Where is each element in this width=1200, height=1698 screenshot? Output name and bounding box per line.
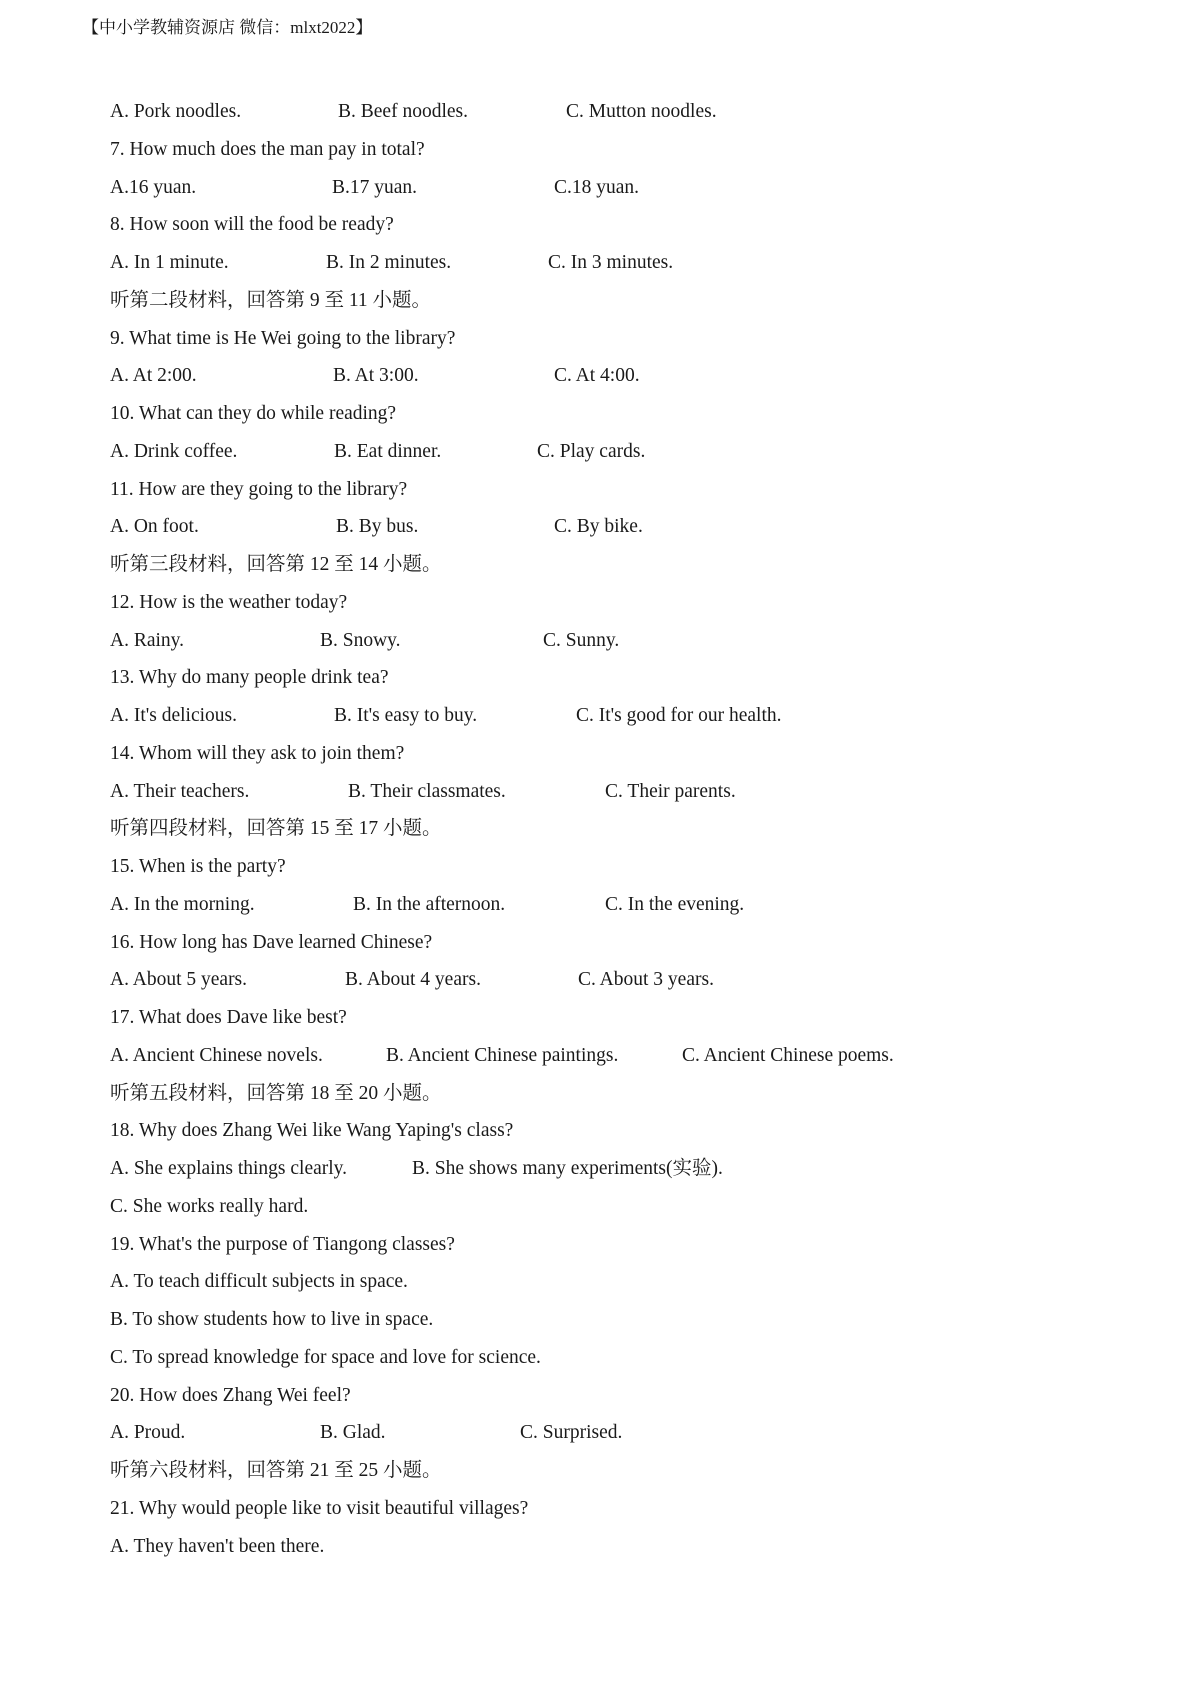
answer-option: A. To teach difficult subjects in space. [110, 1271, 408, 1293]
question-line: 8. How soon will the food be ready? [110, 214, 394, 236]
question-line: 19. What's the purpose of Tiangong classes? [110, 1233, 455, 1255]
section-instruction: 听第三段材料，回答第 12 至 14 小题。 [110, 554, 442, 575]
answer-option: B. Beef noodles. [338, 101, 468, 122]
exam-content [110, 93, 1160, 1565]
question-line: 20. How does Zhang Wei feel? [110, 1384, 351, 1406]
answer-option: B. At 3:00. [333, 365, 419, 387]
answer-option: C. Their parents. [605, 780, 736, 802]
answer-option: A.16 yuan. [110, 176, 197, 198]
section-instruction: 听第六段材料，回答第 21 至 25 小题。 [110, 1460, 442, 1481]
question-line: 17. What does Dave like best? [110, 1007, 347, 1028]
question-line: 16. How long has Dave learned Chinese? [110, 931, 433, 953]
answer-option: B. Ancient Chinese paintings. [386, 1044, 619, 1066]
answer-options-row [110, 244, 1160, 282]
answer-option: B. Their classmates. [348, 780, 506, 802]
question-line: 10. What can they do while reading? [110, 403, 397, 424]
question-line: 7. How much does the man pay in total? [110, 138, 425, 160]
answer-option: A. She explains things clearly. [110, 1158, 348, 1179]
answer-options-row [110, 697, 1160, 735]
answer-options-row [110, 433, 1160, 471]
page-header: 【中小学教辅资源店 微信：mlxt2022】 [82, 18, 373, 37]
answer-option: C. It's good for our health. [576, 705, 782, 726]
answer-option: A. About 5 years. [110, 969, 248, 991]
answer-option: A. Pork noodles. [110, 101, 242, 122]
answer-options-row [110, 1414, 1160, 1452]
answer-option: B. Snowy. [320, 629, 401, 651]
section-instruction: 听第四段材料，回答第 15 至 17 小题。 [110, 818, 442, 840]
answer-option: C.18 yuan. [554, 176, 640, 198]
question-line: 11. How are they going to the library? [110, 478, 408, 500]
answer-option: C. In 3 minutes. [548, 252, 674, 273]
answer-option: B. She shows many experiments(实验). [412, 1158, 723, 1179]
answer-options-row [110, 622, 1160, 660]
answer-option: A. Drink coffee. [110, 440, 238, 462]
answer-option: B. To show students how to live in space. [110, 1309, 434, 1330]
answer-option: A. Their teachers. [110, 780, 250, 802]
answer-option: A. They haven't been there. [110, 1535, 325, 1557]
answer-option: C. Ancient Chinese poems. [682, 1044, 894, 1066]
answer-option: C. Play cards. [537, 440, 646, 462]
answer-option: C. At 4:00. [554, 365, 640, 387]
answer-options-row [110, 357, 1160, 395]
answer-option: C. In the evening. [605, 893, 745, 915]
answer-option: B. Eat dinner. [334, 440, 442, 462]
answer-option: C. Surprised. [520, 1422, 623, 1444]
answer-option: C. By bike. [554, 516, 643, 538]
answer-options-row [110, 1150, 1160, 1188]
answer-option: A. In the morning. [110, 893, 255, 915]
answer-option: B. Glad. [320, 1422, 386, 1444]
answer-option: A. In 1 minute. [110, 252, 229, 273]
question-line: 12. How is the weather today? [110, 591, 348, 613]
answer-option: A. At 2:00. [110, 365, 197, 387]
answer-option: A. It's delicious. [110, 705, 237, 726]
answer-option: B. It's easy to buy. [334, 705, 478, 726]
answer-option: A. Rainy. [110, 629, 185, 651]
question-line: 15. When is the party? [110, 856, 286, 877]
answer-option: C. Sunny. [543, 629, 620, 651]
question-line: 13. Why do many people drink tea? [110, 667, 389, 689]
answer-option: B. About 4 years. [345, 969, 481, 991]
answer-option: A. Ancient Chinese novels. [110, 1044, 323, 1066]
answer-option: A. On foot. [110, 516, 199, 538]
answer-options-row [110, 508, 1160, 546]
answer-option: B. In 2 minutes. [326, 252, 452, 273]
answer-options-row [110, 886, 1160, 924]
section-instruction: 听第五段材料，回答第 18 至 20 小题。 [110, 1082, 442, 1104]
answer-option: C. Mutton noodles. [566, 101, 717, 122]
question-line: 9. What time is He Wei going to the library? [110, 327, 456, 349]
answer-option: C. She works really hard. [110, 1195, 309, 1217]
question-line: 21. Why would people like to visit beautiful villages? [110, 1497, 529, 1519]
answer-option: C. To spread knowledge for space and love for science. [110, 1346, 541, 1368]
question-line: 14. Whom will they ask to join them? [110, 742, 405, 764]
answer-option: A. Proud. [110, 1422, 186, 1444]
answer-option: B.17 yuan. [332, 176, 418, 198]
answer-options-row [110, 169, 1160, 207]
answer-options-row [110, 93, 1160, 131]
answer-options-row [110, 773, 1160, 811]
answer-option: B. In the afternoon. [353, 893, 506, 915]
question-line: 18. Why does Zhang Wei like Wang Yaping's class? [110, 1120, 514, 1142]
answer-options-row [110, 961, 1160, 999]
answer-option: B. By bus. [336, 516, 419, 538]
answer-option: C. About 3 years. [578, 969, 714, 991]
answer-options-row [110, 1037, 1160, 1075]
section-instruction: 听第二段材料，回答第 9 至 11 小题。 [110, 289, 432, 311]
